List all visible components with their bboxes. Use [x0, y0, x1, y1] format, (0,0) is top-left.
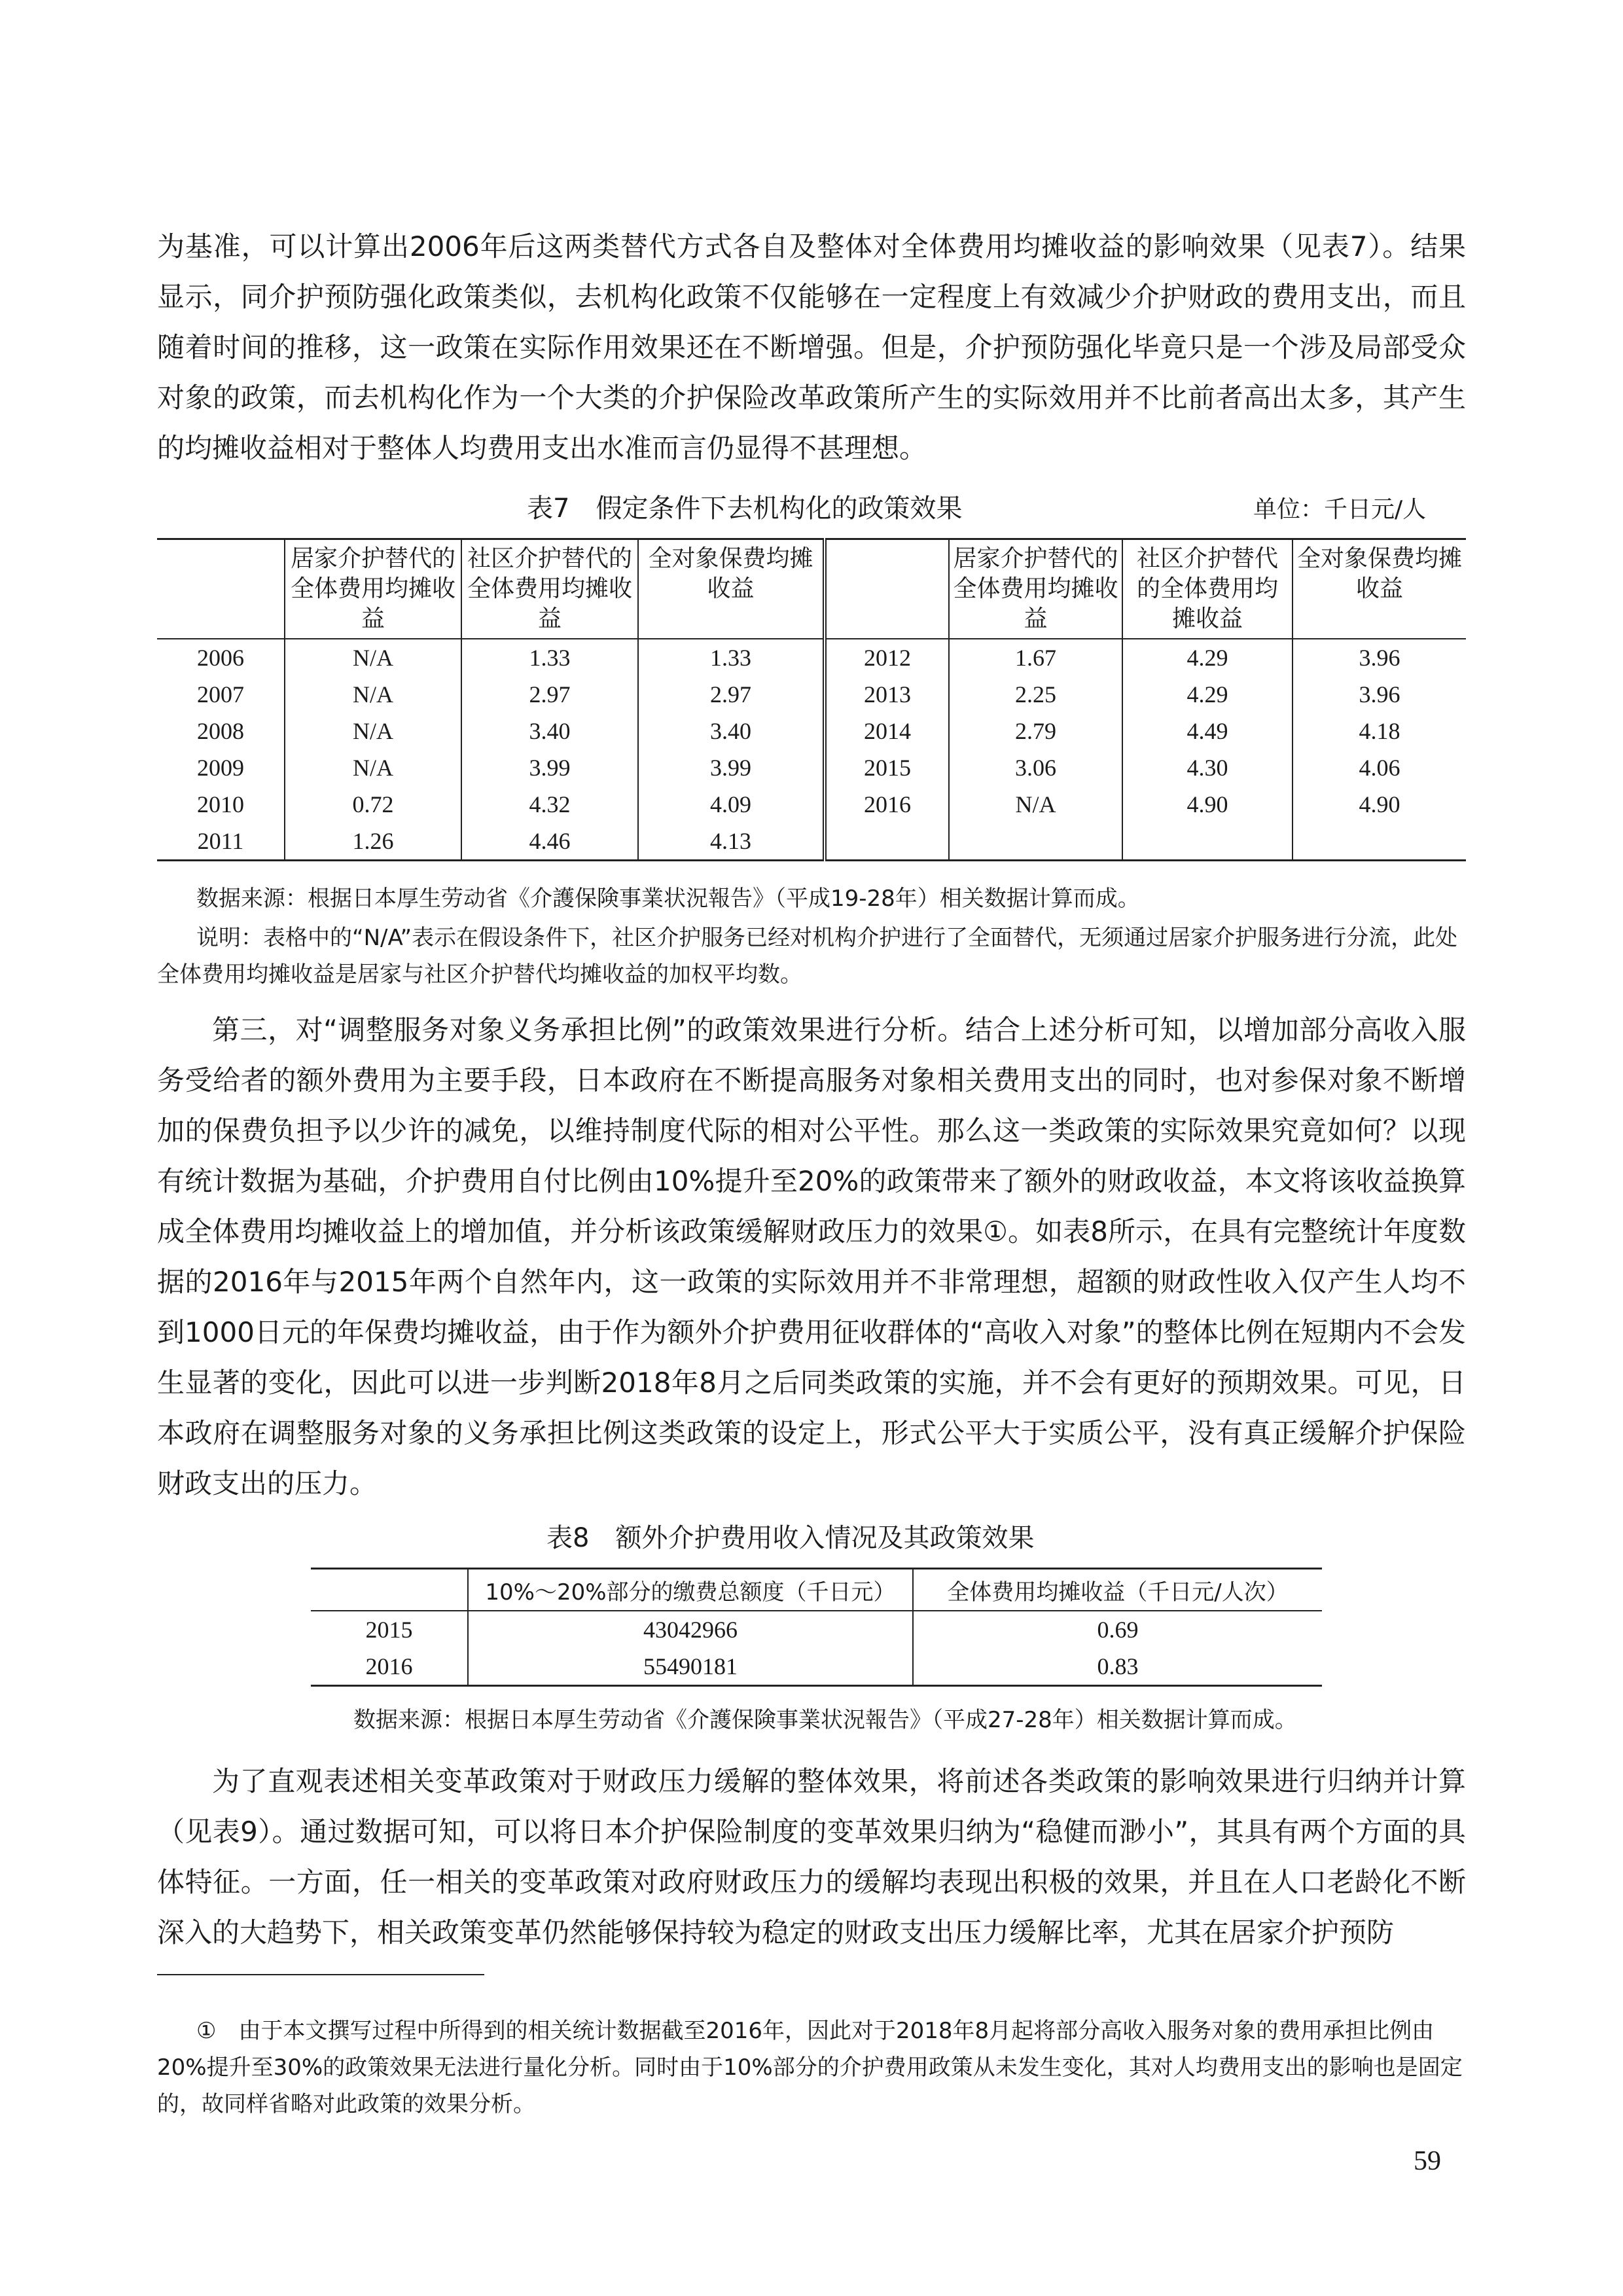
intro-paragraph: 为基准，可以计算出2006年后这两类替代方式各自及整体对全体费用均摊收益的影响效果（见表7）。结果显示，同介护预防强化政策类似，去机构化政策不仅能够在一定程度上有效减少介护财政的费用支出，而且随着时间的推移，这一政策在实际作用效果还在不断增强。但是，介护预防强化毕竟只是一个涉及局部受众对象的政策，而去机构化作为一个大类的介护保险改革政策所产生的实际效用并不比前者高出太多，其产生的均摊收益相对于整体人均费用支出水准而言仍显得不甚理想。	[157, 230, 1466, 464]
paragraph-3: 为了直观表述相关变革政策对于财政压力缓解的整体效果，将前述各类政策的影响效果进行归纳并计算（见表9）。通过数据可知，可以将日本介护保险制度的变革效果归纳为“稳健而渺小”，其具有两个方面的具体特征。一方面，任一相关的变革政策对政府财政压力的缓解均表现出积极的效果，并且在人口老龄化不断深入的大趋势下，相关政策变革仍然能够保持较为稳定的财政支出压力缓解比率，尤其在居家介护预防	[157, 1765, 1466, 1948]
cell-year: 2011	[197, 828, 244, 854]
cell-all: 4.06	[1293, 749, 1466, 786]
cell-all	[1293, 823, 1466, 861]
table7	[157, 538, 1466, 861]
cell-community: 4.30	[1122, 749, 1293, 786]
table7-caption: 表7 假定条件下去机构化的政策效果	[527, 493, 963, 524]
table-row	[311, 1611, 1322, 1648]
cell-community: 1.33	[461, 639, 638, 676]
table-row	[157, 639, 1466, 676]
table-row	[157, 676, 1466, 713]
table7-header-empty-left	[157, 539, 285, 639]
cell-all: 3.40	[638, 713, 825, 749]
cell-community: 3.99	[461, 749, 638, 786]
cell-home: N/A	[285, 713, 461, 749]
cell-community: 4.46	[461, 823, 638, 861]
cell-home: 2.25	[949, 676, 1122, 713]
cell-year: 2015	[365, 1617, 413, 1643]
cell-home	[949, 823, 1122, 861]
cell-community	[1122, 823, 1293, 861]
table8-header-total: 10%～20%部分的缴费总额度（千日元）	[468, 1569, 913, 1611]
cell-year: 2009	[197, 755, 244, 781]
cell-all: 4.18	[1293, 713, 1466, 749]
cell-all: 4.09	[638, 786, 825, 823]
cell-home: 2.79	[949, 713, 1122, 749]
table-row	[157, 823, 1466, 861]
table8-source: 数据来源：根据日本厚生劳动省《介護保険事業状況報告》（平成27-28年）相关数据计算而成。	[353, 1707, 1297, 1733]
cell-community: 4.29	[1122, 676, 1293, 713]
page-number: 59	[1414, 2146, 1441, 2176]
table8-header-empty	[311, 1569, 468, 1611]
table7-header-empty-right	[825, 539, 949, 639]
cell-year: 2010	[197, 791, 244, 817]
cell-year: 2015	[825, 749, 949, 786]
cell-year: 2008	[197, 718, 244, 744]
footnote: ① 由于本文撰写过程中所得到的相关统计数据截至2016年，因此对于2018年8月起将部分高收入服务对象的费用承担比例由20%提升至30%的政策效果无法进行量化分析。同时由于10%部分的介护费用政策从未发生变化，其对人均费用支出的影响也是固定的，故同样省略对此政策的效果分析。	[157, 2018, 1463, 2117]
cell-year: 2007	[197, 681, 244, 708]
cell-year: 2014	[825, 713, 949, 749]
cell-total: 55490181	[468, 1648, 913, 1686]
table7-header-community-right: 社区介护替代的全体费用均摊收益	[1122, 539, 1293, 639]
cell-home: N/A	[285, 676, 461, 713]
cell-home: N/A	[285, 749, 461, 786]
footnote-divider	[157, 1974, 484, 1975]
cell-home: 3.06	[949, 749, 1122, 786]
table7-unit: 单位：千日元/人	[1253, 496, 1427, 523]
cell-community: 4.49	[1122, 713, 1293, 749]
cell-all: 2.97	[638, 676, 825, 713]
cell-year	[825, 823, 949, 861]
table8-header-per: 全体费用均摊收益（千日元/人次）	[913, 1569, 1322, 1611]
table8-caption: 表8 额外介护费用收入情况及其政策效果	[546, 1523, 1035, 1553]
cell-community: 4.29	[1122, 639, 1293, 676]
table-row	[157, 749, 1466, 786]
cell-per: 0.83	[913, 1648, 1322, 1686]
cell-all: 3.96	[1293, 676, 1466, 713]
cell-home: 1.26	[285, 823, 461, 861]
table7-source: 数据来源：根据日本厚生劳动省《介護保険事業状況報告》（平成19-28年）相关数据计算而成。	[196, 886, 1140, 912]
cell-community: 4.90	[1122, 786, 1293, 823]
cell-all: 4.90	[1293, 786, 1466, 823]
cell-total: 43042966	[468, 1611, 913, 1648]
table-row	[157, 713, 1466, 749]
cell-all: 1.33	[638, 639, 825, 676]
cell-home: 0.72	[285, 786, 461, 823]
cell-home: 1.67	[949, 639, 1122, 676]
cell-home: N/A	[949, 786, 1122, 823]
table-row	[157, 786, 1466, 823]
cell-year: 2016	[825, 786, 949, 823]
cell-home: N/A	[285, 639, 461, 676]
cell-all: 4.13	[638, 823, 825, 861]
table7-header-all-left: 全对象保费均摊收益	[638, 539, 825, 639]
cell-year: 2006	[197, 645, 244, 671]
cell-year: 2016	[365, 1653, 413, 1679]
table8-header-row	[311, 1569, 1322, 1611]
cell-per: 0.69	[913, 1611, 1322, 1648]
paragraph-2: 第三，对“调整服务对象义务承担比例”的政策效果进行分析。结合上述分析可知，以增加部分高收入服务受给者的额外费用为主要手段，日本政府在不断提高服务对象相关费用支出的同时，也对参保对象不断增加的保费负担予以少许的减免，以维持制度代际的相对公平性。那么这一类政策的实际效果究竟如何？以现有统计数据为基础，介护费用自付比例由10%提升至20%的政策带来了额外的财政收益，本文将该收益换算成全体费用均摊收益上的增加值，并分析该政策缓解财政压力的效果①。如表8所示，在具有完整统计年度数据的2016年与2015年两个自然年内，这一政策的实际效用并不非常理想，超额的财政性收入仅产生人均不到1000日元的年保费均摊收益，由于作为额外介护费用征收群体的“高收入对象”的整体比例在短期内不会发生显著的变化，因此可以进一步判断2018年8月之后同类政策的实施，并不会有更好的预期效果。可见，日本政府在调整服务对象的义务承担比例这类政策的设定上，形式公平大于实质公平，没有真正缓解介护保险财政支出的压力。	[157, 1014, 1466, 1499]
cell-community: 2.97	[461, 676, 638, 713]
table7-header-all-right: 全对象保费均摊收益	[1293, 539, 1466, 639]
cell-year: 2012	[825, 639, 949, 676]
cell-year: 2013	[825, 676, 949, 713]
cell-all: 3.99	[638, 749, 825, 786]
table7-header-home-right: 居家介护替代的全体费用均摊收益	[949, 539, 1122, 639]
table7-note: 说明：表格中的“N/A”表示在假设条件下，社区介护服务已经对机构介护进行了全面替代，无须通过居家介护服务进行分流，此处全体费用均摊收益是居家与社区介护替代均摊收益的加权平均数。	[157, 925, 1458, 988]
table7-header-row	[157, 539, 1466, 639]
table7-header-community-left: 社区介护替代的全体费用均摊收益	[461, 539, 638, 639]
cell-all: 3.96	[1293, 639, 1466, 676]
table7-header-home-left: 居家介护替代的全体费用均摊收益	[285, 539, 461, 639]
table8	[311, 1568, 1322, 1687]
table-row	[311, 1648, 1322, 1686]
cell-community: 4.32	[461, 786, 638, 823]
cell-community: 3.40	[461, 713, 638, 749]
